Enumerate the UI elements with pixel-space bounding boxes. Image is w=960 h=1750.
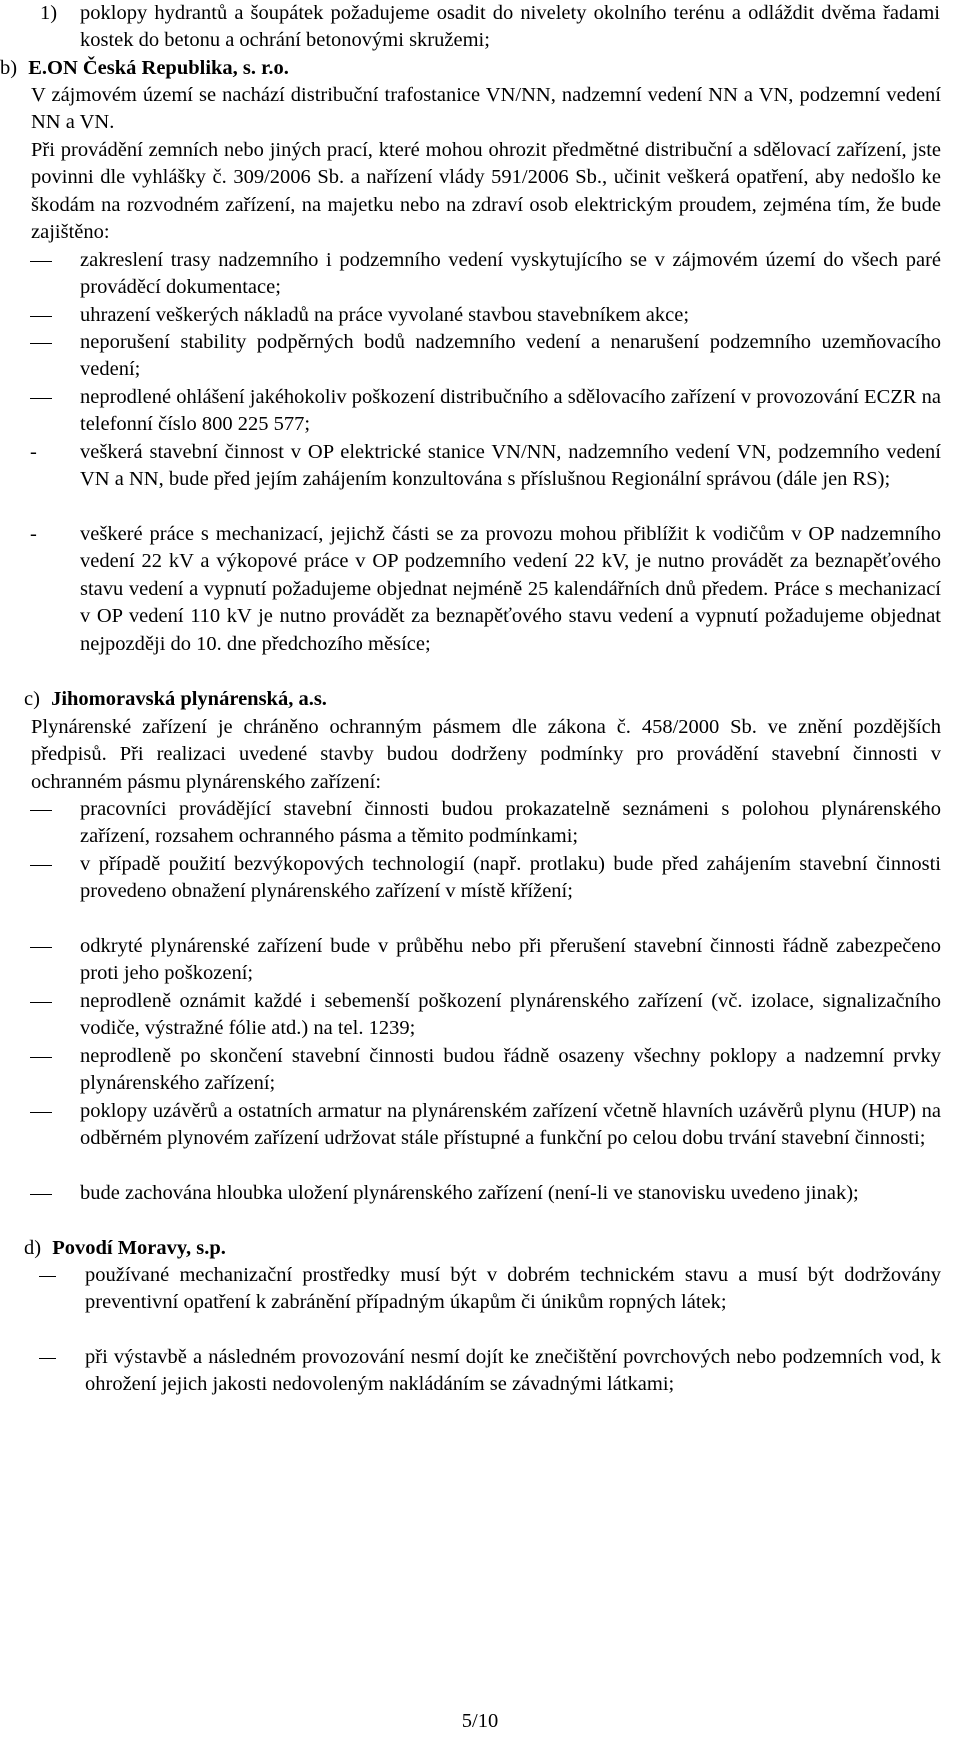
item-text: odkryté plynárenské zařízení bude v průběhu nebo při přerušení stavební činnosti řádně zabezpečeno proti jeho poškození; xyxy=(80,935,941,985)
dash-item xyxy=(30,439,941,494)
dash-bullet xyxy=(30,316,52,317)
item-text: neprodleně oznámit každé i sebemenší poškození plynárenského zařízení (vč. izolace, signalizačního vodiče, výstražné fólie atd.) na tel. 1239; xyxy=(80,990,941,1040)
dash-bullet xyxy=(30,865,52,866)
dash-bullet xyxy=(30,398,52,399)
section-heading-c xyxy=(24,686,940,713)
dash-item xyxy=(80,933,941,988)
section-title: Povodí Moravy, s.p. xyxy=(52,1237,226,1259)
item-text: neporušení stability podpěrných bodů nadzemního vedení a nenarušení podzemního uzemňovacího vedení; xyxy=(80,331,941,381)
dash-item xyxy=(80,384,941,439)
item-text: veškeré práce s mechanizací, jejichž části se za provozu mohou přiblížit k vodičům v OP nadzemního vedení 22 kV a výkopové práce v OP podzemního vedení 22 kV, je nutno provádět za beznapěťového stavu vedení a vypnutí požadujeme objednat nejméně 25 kalendářních dnů předem. Práce s mechanizací v OP vedení 110 kV je nutno provádět za beznapěťového stavu vedení a vypnutí požadujeme objednat nejpozději do 10. dne předchozího měsíce; xyxy=(80,523,941,655)
paragraph: Plynárenské zařízení je chráněno ochranným pásmem dle zákona č. 458/2000 Sb. ve znění pozdějších předpisů. Při realizaci uvedené stavby budou dodrženy podmínky pro provádění stavební činnosti v ochranném pásmu plynárenského zařízení: xyxy=(31,716,941,793)
dash-item xyxy=(80,988,941,1043)
dash-bullet xyxy=(30,810,52,811)
section-title: E.ON Česká Republika, s. r.o. xyxy=(28,57,289,79)
dash-bullet xyxy=(30,1057,52,1058)
dash-bullet: - xyxy=(30,523,37,545)
dash-item xyxy=(85,1262,941,1317)
dash-item xyxy=(80,1043,941,1098)
item-text: pracovníci provádějící stavební činnosti budou prokazatelně seznámeni s polohou plynárenského zařízení, rozsahem ochranného pásma a těmito podmínkami; xyxy=(80,798,941,848)
item-text: poklopy hydrantů a šoupátek požadujeme osadit do nivelety okolního terénu a odláždit dvěma řadami kostek do betonu a ochrání betonovými skružemi; xyxy=(80,2,940,52)
item-text: zakreslení trasy nadzemního i podzemního vedení vyskytujícího se v zájmovém území do všech paré prováděcí dokumentace; xyxy=(80,249,941,299)
section-title: Jihomoravská plynárenská, a.s. xyxy=(51,688,327,710)
section-heading-d xyxy=(24,1235,940,1262)
dash-item xyxy=(80,1180,941,1207)
paragraph: V zájmovém území se nachází distribuční trafostanice VN/NN, nadzemní vedení NN a VN, podzemní vedení NN a VN. xyxy=(31,84,941,134)
dash-bullet xyxy=(30,261,52,262)
dash-item xyxy=(80,247,941,302)
dash-bullet xyxy=(30,343,52,344)
item-text: používané mechanizační prostředky musí být v dobrém technickém stavu a musí být dodržovány preventivní opatření k zabránění případným úkapům či únikům ropných látek; xyxy=(85,1264,941,1314)
item-text: poklopy uzávěrů a ostatních armatur na plynárenském zařízení včetně hlavních uzávěrů plynu (HUP) na odběrném plynovém zařízení udržovat stále přístupné a funkční po celou dobu trvání stavební činnosti; xyxy=(80,1100,941,1150)
numbered-item-1 xyxy=(40,0,940,55)
dash-item xyxy=(80,851,941,906)
dash-bullet xyxy=(30,1112,52,1113)
item-text: uhrazení veškerých nákladů na práce vyvolané stavbou stavebníkem akce; xyxy=(80,304,690,326)
dash-item xyxy=(80,1098,941,1153)
paragraph: Při provádění zemních nebo jiných prací, které mohou ohrozit předmětné distribuční a sdělovací zařízení, jste povinni dle vyhlášky č. 309/2006 Sb. a nařízení vlády 591/2006 Sb., učinit veškerá opatření, aby nedošlo ke škodám na rozvodném zařízení, na majetku nebo na zdraví osob elektrickým proudem, zejména tím, že bude zajištěno: xyxy=(31,139,941,244)
section-marker: b) xyxy=(0,57,18,79)
section-heading-b xyxy=(0,55,940,82)
dash-bullet xyxy=(39,1276,56,1277)
section-marker: d) xyxy=(24,1237,42,1259)
dash-bullet: - xyxy=(30,441,37,463)
item-text: v případě použití bezvýkopových technologií (např. protlaku) bude před zahájením stavební činnosti provedeno obnažení plynárenského zařízení v místě křížení; xyxy=(80,853,941,903)
dash-bullet xyxy=(39,1358,56,1359)
dash-item xyxy=(85,1344,941,1399)
section-marker: c) xyxy=(24,688,40,710)
item-text: veškerá stavební činnost v OP elektrické stanice VN/NN, nadzemního vedení VN, podzemního vedení VN a NN, bude před jejím zahájením konzultována s příslušnou Regionální správou (dále jen RS); xyxy=(80,441,941,491)
item-text: při výstavbě a následném provozování nesmí dojít ke znečištění povrchových nebo podzemních vod, k ohrožení jejich jakosti nedovoleným nakládáním se závadnými látkami; xyxy=(85,1346,941,1396)
item-text: bude zachována hloubka uložení plynárenského zařízení (není-li ve stanovisku uvedeno jinak); xyxy=(80,1182,859,1204)
dash-bullet xyxy=(30,1194,52,1195)
dash-item xyxy=(80,302,941,329)
dash-item xyxy=(30,521,941,658)
item-text: neprodlené ohlášení jakéhokoliv poškození distribučního a sdělovacího zařízení v provozování ECZR na telefonní číslo 800 225 577; xyxy=(80,386,941,436)
item-text: neprodleně po skončení stavební činnosti budou řádně osazeny všechny poklopy a nadzemní prvky plynárenského zařízení; xyxy=(80,1045,941,1095)
dash-item xyxy=(80,329,941,384)
dash-bullet xyxy=(30,947,52,948)
dash-item xyxy=(80,796,941,851)
dash-bullet xyxy=(30,1002,52,1003)
item-marker: 1) xyxy=(40,2,58,24)
page-number: 5/10 xyxy=(461,1710,499,1732)
